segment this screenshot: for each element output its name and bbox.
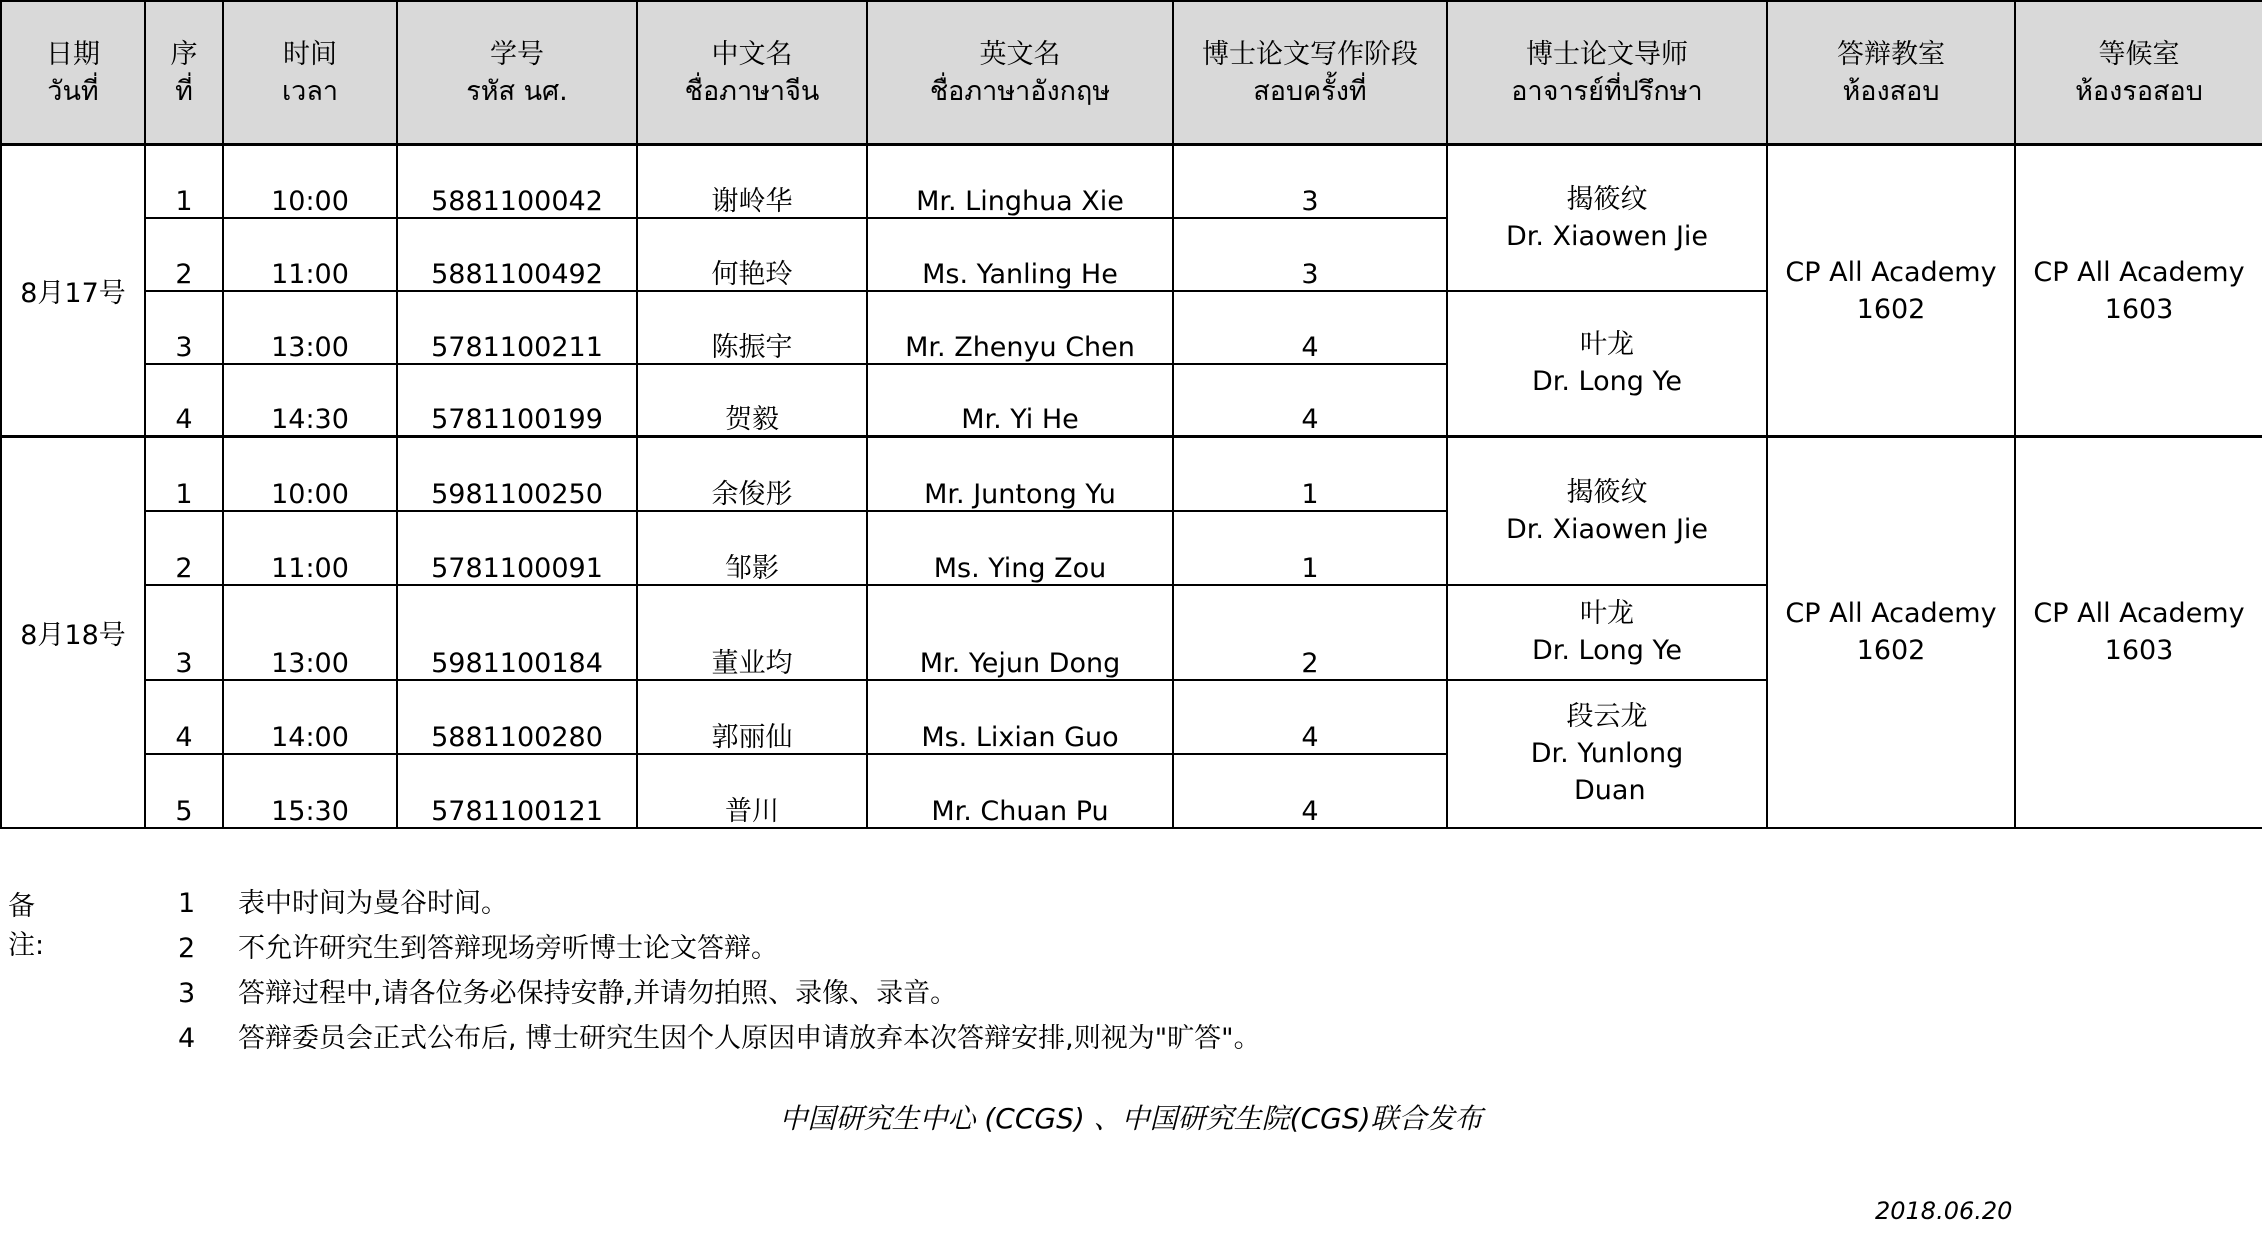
seq-cell: 3 [145,585,223,680]
header-advisor: 博士论文导师 อาจารย์ที่ปรึกษา [1447,1,1767,145]
en-name-cell: Mr. Juntong Yu [867,437,1173,511]
advisor-cell: 揭筱纹 Dr. Xiaowen Jie [1447,145,1767,291]
en-name-cell: Ms. Lixian Guo [867,680,1173,754]
cn-name-cell: 余俊彤 [637,437,867,511]
student-id-cell: 5881100492 [397,218,637,291]
seq-cell: 4 [145,680,223,754]
seq-cell: 3 [145,291,223,364]
note-item: 4 答辩委员会正式公布后, 博士研究生因个人原因申请放弃本次答辩安排,则视为"旷答"。 [178,1023,1261,1054]
time-cell: 14:00 [223,680,397,754]
stage-cell: 2 [1173,585,1447,680]
time-cell: 13:00 [223,291,397,364]
stage-cell: 3 [1173,145,1447,218]
waiting-room-cell: CP All Academy 1603 [2015,437,2262,828]
seq-cell: 5 [145,754,223,828]
time-cell: 15:30 [223,754,397,828]
publish-date: 2018.06.20 [1875,1197,2013,1225]
student-id-cell: 5781100091 [397,511,637,585]
en-name-cell: Mr. Yejun Dong [867,585,1173,680]
student-id-cell: 5981100184 [397,585,637,680]
cn-name-cell: 邹影 [637,511,867,585]
time-cell: 11:00 [223,218,397,291]
date-cell: 8月17号 [1,145,145,437]
time-cell: 11:00 [223,511,397,585]
stage-cell: 4 [1173,291,1447,364]
stage-cell: 1 [1173,437,1447,511]
notes-title: 备注: [8,891,45,961]
stage-cell: 4 [1173,754,1447,828]
room-cell: CP All Academy 1602 [1767,437,2015,828]
seq-cell: 1 [145,437,223,511]
student-id-cell: 5781100211 [397,291,637,364]
publisher-line: 中国研究生中心 (CCGS) 、中国研究生院(CGS)联合发布 [779,1102,1483,1135]
note-item: 3 答辩过程中,请各位务必保持安静,并请勿拍照、录像、录音。 [178,978,958,1009]
date-cell: 8月18号 [1,437,145,828]
en-name-cell: Mr. Chuan Pu [867,754,1173,828]
stage-cell: 1 [1173,511,1447,585]
student-id-cell: 5981100250 [397,437,637,511]
en-name-cell: Mr. Linghua Xie [867,145,1173,218]
cn-name-cell: 贺毅 [637,364,867,437]
cn-name-cell: 陈振宇 [637,291,867,364]
cn-name-cell: 郭丽仙 [637,680,867,754]
cn-name-cell: 何艳玲 [637,218,867,291]
cn-name-cell: 董业均 [637,585,867,680]
time-cell: 13:00 [223,585,397,680]
header-student-id: 学号 รหัส นศ. [397,1,637,145]
stage-cell: 4 [1173,364,1447,437]
header-stage: 博士论文写作阶段 สอบครั้งที่ [1173,1,1447,145]
stage-cell: 3 [1173,218,1447,291]
advisor-cell: 揭筱纹 Dr. Xiaowen Jie [1447,437,1767,585]
header-en-name: 英文名 ชื่อภาษาอังกฤษ [867,1,1173,145]
en-name-cell: Mr. Zhenyu Chen [867,291,1173,364]
student-id-cell: 5881100280 [397,680,637,754]
note-item: 1 表中时间为曼谷时间。 [178,888,508,919]
header-cn-name: 中文名 ชื่อภาษาจีน [637,1,867,145]
en-name-cell: Mr. Yi He [867,364,1173,437]
header-time: 时间 เวลา [223,1,397,145]
seq-cell: 2 [145,218,223,291]
header-date: 日期 วันที่ [1,1,145,145]
room-cell: CP All Academy 1602 [1767,145,2015,437]
time-cell: 10:00 [223,437,397,511]
seq-cell: 1 [145,145,223,218]
en-name-cell: Ms. Ying Zou [867,511,1173,585]
seq-cell: 2 [145,511,223,585]
table-row [1,437,2262,511]
header-seq: 序 ที่ [145,1,223,145]
seq-cell: 4 [145,364,223,437]
header-waiting-room: 等候室 ห้องรอสอบ [2015,1,2262,145]
cn-name-cell: 谢岭华 [637,145,867,218]
student-id-cell: 5781100121 [397,754,637,828]
stage-cell: 4 [1173,680,1447,754]
waiting-room-cell: CP All Academy 1603 [2015,145,2262,437]
time-cell: 14:30 [223,364,397,437]
header-row [1,1,2262,145]
time-cell: 10:00 [223,145,397,218]
en-name-cell: Ms. Yanling He [867,218,1173,291]
student-id-cell: 5881100042 [397,145,637,218]
header-room: 答辩教室 ห้องสอบ [1767,1,2015,145]
note-item: 2 不允许研究生到答辩现场旁听博士论文答辩。 [178,933,778,964]
table-row [1,145,2262,218]
cn-name-cell: 普川 [637,754,867,828]
advisor-cell: 叶龙 Dr. Long Ye [1447,291,1767,437]
advisor-cell: 叶龙 Dr. Long Ye [1447,585,1767,680]
advisor-cell: 段云龙 Dr. Yunlong Duan [1447,680,1767,828]
student-id-cell: 5781100199 [397,364,637,437]
